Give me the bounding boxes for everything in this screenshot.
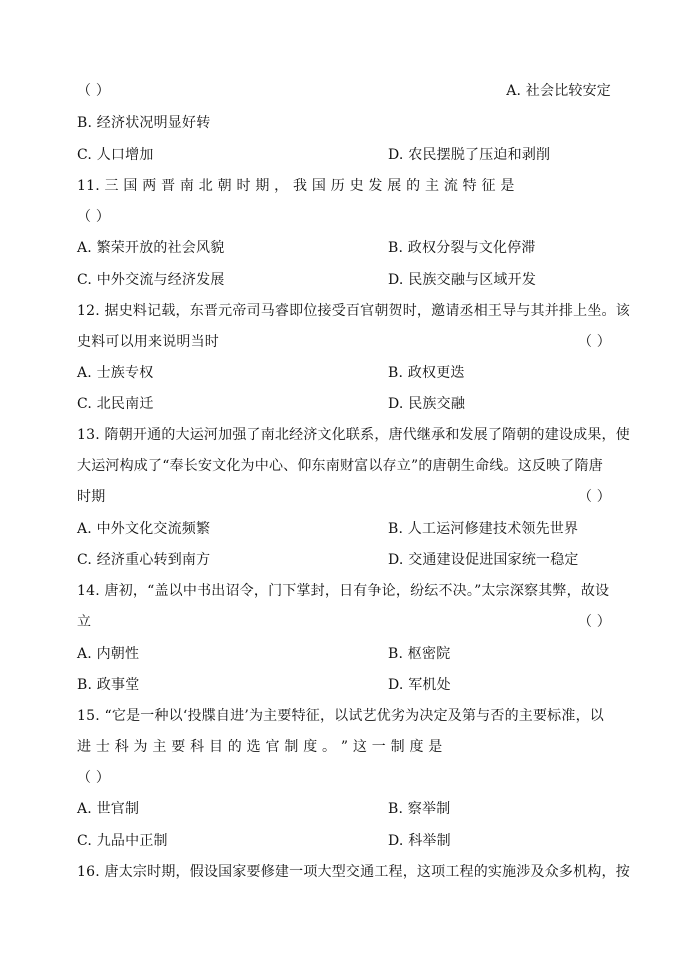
question-15-text-2: 进 士 科 为 主 要 科 目 的 选 官 制 度 。 ” 这 一 制 度 是 — [77, 739, 443, 755]
option-c: C. 人口增加 — [77, 147, 154, 163]
question-13-text-2: 大运河构成了“奉长安文化为中心、仰东南财富以存立”的唐朝生命线。这反映了隋唐 — [77, 458, 603, 474]
question-13-text-1: 13. 隋朝开通的大运河加强了南北经济文化联系，唐代继承和发展了隋朝的建设成果，使 — [77, 427, 630, 443]
question-13-text-3: 时期 — [77, 489, 106, 505]
question-12-option-a: A. 士族专权 — [77, 365, 154, 381]
question-14-option-d: D. 军机处 — [388, 677, 451, 693]
question-11-paren: （ ） — [77, 209, 111, 225]
question-13-option-c: C. 经济重心转到南方 — [77, 552, 211, 568]
question-12-text-2: 史料可以用来说明当时 — [77, 334, 219, 350]
question-14-option-c: B. 政事堂 — [77, 677, 140, 693]
question-14-text-1: 14. 唐初，“盖以中书出诏令，门下掌封，日有争论，纷纭不决。”太宗深察其弊，故设 — [77, 583, 610, 599]
question-13-option-d: D. 交通建设促进国家统一稳定 — [388, 552, 579, 568]
question-11-option-a: A. 繁荣开放的社会风貌 — [77, 240, 225, 256]
question-15-option-c: C. 九品中正制 — [77, 833, 168, 849]
question-15-option-a: A. 世官制 — [77, 801, 140, 817]
question-11-option-d: D. 民族交融与区域开发 — [388, 272, 537, 288]
question-14-option-a: A. 内朝性 — [77, 646, 140, 662]
question-15-paren: （ ） — [77, 770, 111, 786]
question-12-option-b: B. 政权更迭 — [388, 365, 465, 381]
question-13-option-a: A. 中外文化交流频繁 — [77, 521, 211, 537]
question-11-option-b: B. 政权分裂与文化停滞 — [388, 240, 536, 256]
question-14-option-b: B. 枢密院 — [388, 646, 451, 662]
question-15-text-1: 15. “它是一种以‘投牒自进’为主要特征，以试艺优劣为决定及第与否的主要标准，以 — [77, 708, 604, 724]
question-12-paren: （ ） — [577, 334, 611, 350]
question-11-option-c: C. 中外交流与经济发展 — [77, 272, 225, 288]
question-12-option-c: C. 北民南迁 — [77, 396, 154, 412]
question-12-text-1: 12. 据史料记载，东晋元帝司马睿即位接受百官朝贺时，邀请丞相王导与其并排上坐。该 — [77, 303, 630, 319]
question-12-option-d: D. 民族交融 — [388, 396, 466, 412]
question-11-text: 11. 三 国 两 晋 南 北 朝 时 期 ， 我 国 历 史 发 展 的 主 流 特 征 是 — [77, 178, 515, 194]
question-15-option-b: B. 察举制 — [388, 801, 451, 817]
option-b: B. 经济状况明显好转 — [77, 115, 211, 131]
question-14-text-2: 立 — [77, 614, 92, 630]
question-16-text-1: 16. 唐太宗时期，假设国家要修建一项大型交通工程，这项工程的实施涉及众多机构，按 — [77, 864, 630, 880]
question-15-option-d: D. 科举制 — [388, 833, 451, 849]
question-13-option-b: B. 人工运河修建技术领先世界 — [388, 521, 579, 537]
question-13-paren: （ ） — [577, 489, 611, 505]
option-a: A. 社会比较安定 — [506, 83, 611, 99]
answer-paren: （ ） — [77, 83, 111, 99]
option-d: D. 农民摆脱了压迫和剥削 — [388, 147, 551, 163]
question-14-paren: （ ） — [577, 614, 611, 630]
